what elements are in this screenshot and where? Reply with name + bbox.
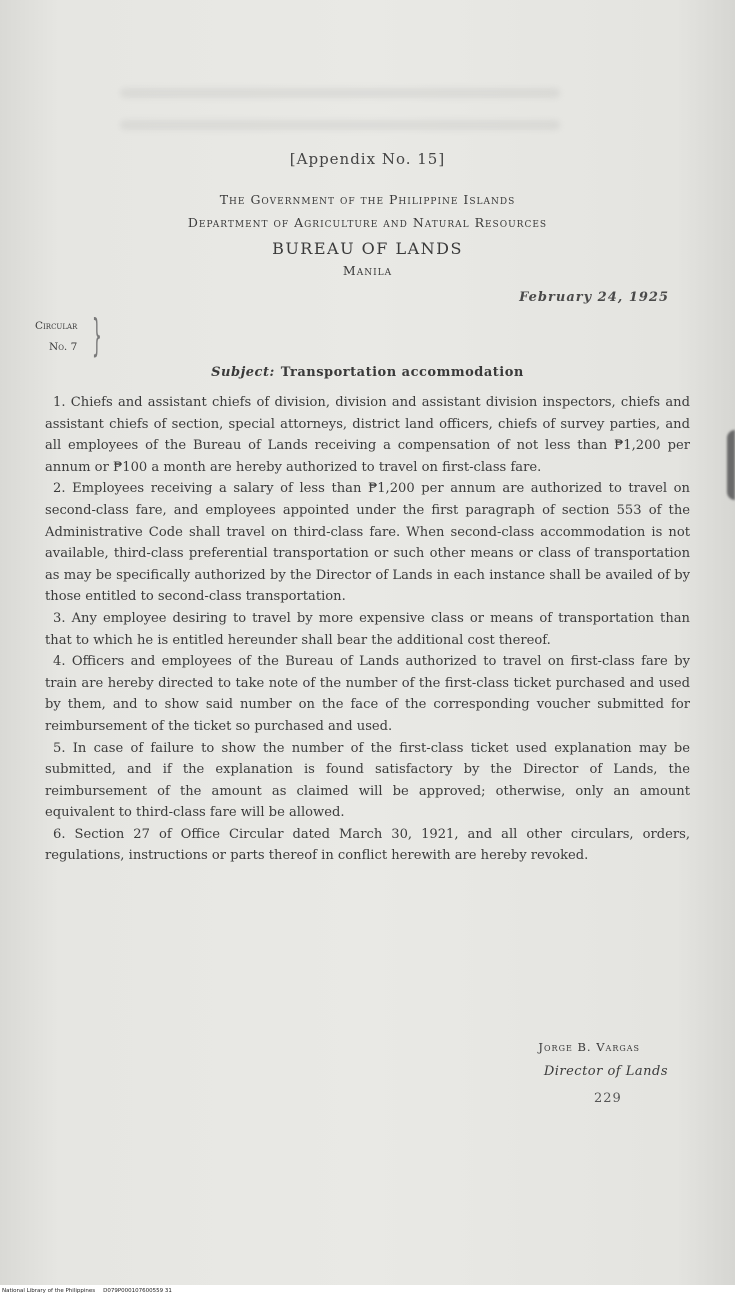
footer-library: National Library of the Philippines — [2, 1288, 96, 1294]
government-heading: The Government of the Philippine Islands — [219, 192, 516, 207]
appendix-label: [Appendix No. 15] — [289, 150, 446, 168]
brace-icon: } — [92, 310, 102, 361]
circular-number: No. 7 — [49, 341, 78, 353]
bleed-through-line — [120, 120, 560, 130]
paragraph-5: 5. In case of failure to show the number of the first-class ticket used explanation may be submitted, and if the explanation is found satisfactory by the Director of Lands, the reimbursement of the amount as claimed will be approved; otherwise, only an amount equivalent to third-class fare will be allowed. — [45, 740, 690, 821]
bleed-through-line — [120, 88, 560, 98]
circular-date: February 24, 1925 — [519, 290, 669, 305]
circular-label: Circular — [35, 320, 78, 332]
page-edge-shadow — [727, 430, 735, 500]
page-number: 229 — [594, 1091, 622, 1106]
paragraph-2: 2. Employees receiving a salary of less than ₱1,200 per annum are authorized to travel on second-class fare, and employees appointed under the first paragraph of section 553 of the Administrative Code shall travel on third-class fare. When second-class accommodation is not available, third-class preferential transportation or such other means or class of transportation as may be specifically authorized by the Director of Lands in each instance shall be availed of by those entitled to second-class transportation. — [45, 481, 690, 605]
subject-label: Subject: — [211, 365, 275, 380]
subject-line — [0, 365, 735, 380]
signatory-name: Jorge B. Vargas — [538, 1040, 640, 1054]
signatory-title: Director of Lands — [543, 1064, 668, 1079]
paragraph-3: 3. Any employee desiring to travel by more expensive class or means of transportation than that to which he is entitled hereunder shall bear the additional cost thereof. — [45, 610, 690, 648]
footer-id: D079P000107600559 31 — [103, 1288, 172, 1294]
circular-number-block — [35, 316, 77, 358]
scan-footer — [0, 1285, 735, 1297]
circular-body — [45, 392, 690, 867]
paragraph-6: 6. Section 27 of Office Circular dated March 30, 1921, and all other circulars, orders, regulations, instructions or parts thereof in conflict herewith are hereby revoked. — [45, 826, 690, 864]
subject-text: Transportation accommodation — [280, 365, 524, 380]
paragraph-1: 1. Chiefs and assistant chiefs of division, division and assistant division inspectors, chiefs and assistant chiefs of section, special attorneys, district land officers, chiefs of survey parties, and all employees of the Bureau of Lands receiving a compensation of not less than ₱1,200 per annum or ₱100 a month are hereby authorized to travel on first-class fare. — [45, 395, 690, 475]
paragraph-4: 4. Officers and employees of the Bureau of Lands authorized to travel on first-class fare by train are hereby directed to take note of the number of the first-class ticket purchased and used by them, and to show said number on the face of the corresponding voucher submitted for reimbursement of the ticket so purchased and used. — [45, 654, 690, 734]
city-heading: Manila — [342, 263, 393, 278]
department-heading: Department of Agriculture and Natural Resources — [187, 215, 548, 230]
bureau-heading: BUREAU OF LANDS — [272, 239, 463, 258]
